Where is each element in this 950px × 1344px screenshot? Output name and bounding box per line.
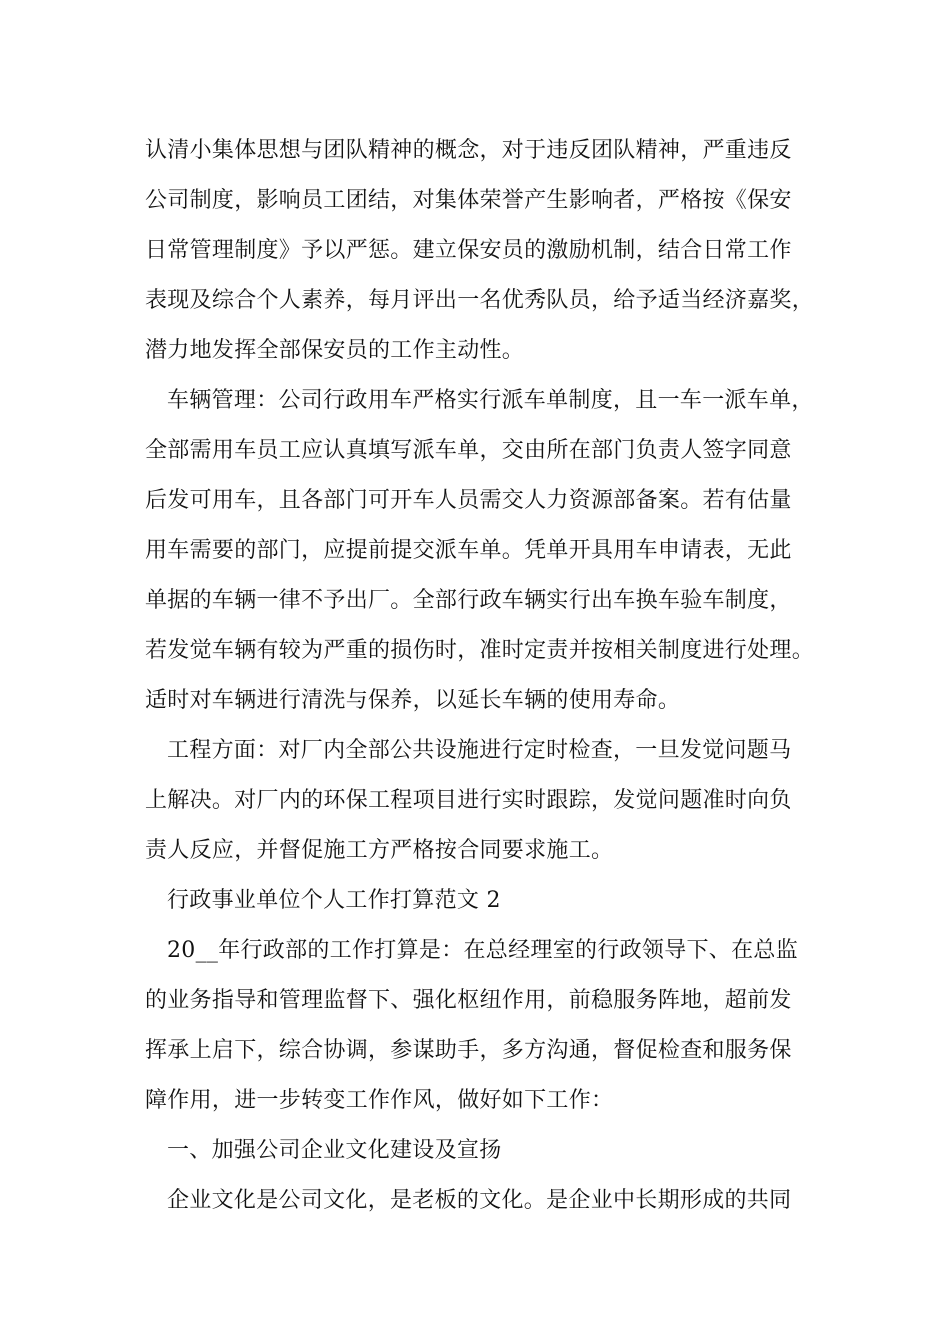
text-line: 公司制度，影响员工团结，对集体荣誉产生影响者，严格按《保安 xyxy=(145,188,792,213)
text-line: 后发可用车，且各部门可开车人员需交人力资源部备案。若有估量 xyxy=(145,488,792,513)
section-heading: 行政事业单位个人工作打算范文 2 xyxy=(167,888,501,913)
text-line: 全部需用车员工应认真填写派车单，交由所在部门负责人签字同意 xyxy=(145,438,792,463)
paragraph-start-line: 工程方面：对厂内全部公共设施进行定时检查，一旦发觉问题马 xyxy=(167,738,792,763)
text-line: 日常管理制度》予以严惩。建立保安员的激励机制，结合日常工作 xyxy=(145,238,792,263)
text-line: 潜力地发挥全部保安员的工作主动性。 xyxy=(145,338,525,363)
paragraph-start-line: 20__年行政部的工作打算是：在总经理室的行政领导下、在总监 xyxy=(167,938,798,963)
text-line: 障作用，进一步转变工作作风，做好如下工作： xyxy=(145,1088,614,1113)
text-line: 用车需要的部门，应提前提交派车单。凭单开具用车申请表，无此 xyxy=(145,538,792,563)
text-line: 认清小集体思想与团队精神的概念，对于违反团队精神，严重违反 xyxy=(145,138,792,163)
text-line: 挥承上启下，综合协调，参谋助手，多方沟通，督促检查和服务保 xyxy=(145,1038,792,1063)
text-line: 适时对车辆进行清洗与保养，以延长车辆的使用寿命。 xyxy=(145,688,681,713)
text-line: 的业务指导和管理监督下、强化枢纽作用，前稳服务阵地，超前发 xyxy=(145,988,792,1013)
text-line: 若发觉车辆有较为严重的损伤时，准时定责并按相关制度进行处理。 xyxy=(145,638,815,663)
text-line: 单据的车辆一律不予出厂。全部行政车辆实行出车换车验车制度， xyxy=(145,588,792,613)
text-line: 责人反应，并督促施工方严格按合同要求施工。 xyxy=(145,838,614,863)
section-heading: 一、加强公司企业文化建设及宣扬 xyxy=(167,1138,502,1163)
text-line: 上解决。对厂内的环保工程项目进行实时跟踪，发觉问题准时向负 xyxy=(145,788,792,813)
paragraph-start-line: 企业文化是公司文化，是老板的文化。是企业中长期形成的共同 xyxy=(167,1188,792,1213)
text-line: 表现及综合个人素养，每月评出一名优秀队员，给予适当经济嘉奖， xyxy=(145,288,815,313)
paragraph-start-line: 车辆管理：公司行政用车严格实行派车单制度，且一车一派车单， xyxy=(167,388,814,413)
